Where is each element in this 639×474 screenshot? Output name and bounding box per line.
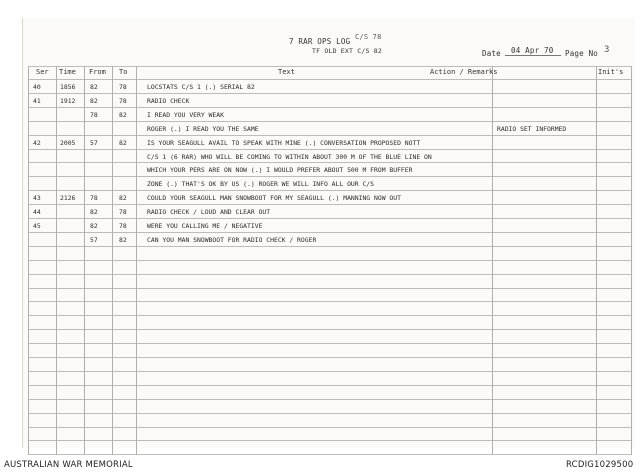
footer-source: AUSTRALIAN WAR MEMORIAL bbox=[4, 460, 133, 470]
grid-row-line bbox=[28, 121, 632, 122]
cell-ser: 45 bbox=[33, 222, 41, 230]
cell-to: 82 bbox=[119, 235, 127, 244]
cell-from: 78 bbox=[90, 110, 98, 119]
cell-text: COULD YOUR SEAGULL MAN SNOWBOOT FOR MY SEAGULL (.) MANNING NOW OUT bbox=[147, 194, 401, 203]
grid-col-line bbox=[136, 66, 137, 454]
col-header-time: Time bbox=[59, 68, 76, 76]
grid-col-line bbox=[492, 66, 493, 454]
col-header-text: Text bbox=[278, 68, 295, 76]
cell-text: IS YOUR SEAGULL AVAIL TO SPEAK WITH MINE (.) CONVERSATION PROPOSED NOTT bbox=[147, 138, 421, 147]
cell-to: 82 bbox=[119, 138, 127, 147]
cell-to: 78 bbox=[119, 208, 127, 217]
grid-row-line bbox=[28, 315, 632, 316]
cell-time: 1912 bbox=[60, 96, 76, 105]
grid-row-line bbox=[28, 93, 632, 94]
grid-row-line bbox=[28, 149, 632, 150]
cell-time: 2126 bbox=[60, 194, 76, 203]
cell-text: RADIO CHECK bbox=[147, 96, 190, 105]
page-value: 3 bbox=[604, 45, 610, 55]
cell-text: WERE YOU CALLING ME / NEGATIVE bbox=[147, 222, 263, 230]
sub-title: TF OLD EXT C/S 82 bbox=[312, 47, 382, 55]
grid-row-line bbox=[28, 246, 632, 247]
grid-col-line bbox=[112, 66, 113, 454]
grid-row-line bbox=[28, 385, 632, 386]
cell-from: 57 bbox=[90, 138, 98, 147]
grid-col-line bbox=[28, 66, 29, 454]
col-header-ser: Ser bbox=[36, 68, 49, 76]
cell-from: 82 bbox=[90, 96, 98, 105]
grid-row-line bbox=[28, 79, 632, 80]
cell-text: I READ YOU VERY WEAK bbox=[147, 110, 224, 119]
cell-text: WHICH YOUR PERS ARE ON NOW (.) I WOULD PREFER ABOUT 500 M FROM BUFFER bbox=[147, 166, 413, 175]
col-header-from: From bbox=[89, 68, 106, 76]
cell-time: 1856 bbox=[60, 83, 76, 91]
grid-row-line bbox=[28, 204, 632, 205]
log-title: 7 RAR OPS LOG bbox=[289, 37, 351, 46]
grid-row-line bbox=[28, 135, 632, 136]
grid-row-line bbox=[28, 274, 632, 275]
grid-row-line bbox=[28, 329, 632, 330]
grid-row-line bbox=[28, 218, 632, 219]
grid-row-line bbox=[28, 343, 632, 344]
grid-row-line bbox=[28, 399, 632, 400]
log-sheet bbox=[22, 18, 635, 448]
grid-row-line bbox=[28, 371, 632, 372]
grid-col-line bbox=[631, 66, 632, 454]
grid-row-line bbox=[28, 190, 632, 191]
grid-row-line bbox=[28, 232, 632, 233]
grid-row-line bbox=[28, 440, 632, 441]
grid-row-line bbox=[28, 357, 632, 358]
grid-row-line bbox=[28, 413, 632, 414]
grid-row-line bbox=[28, 454, 632, 455]
cell-to: 82 bbox=[119, 194, 127, 203]
cell-ser: 42 bbox=[33, 138, 41, 147]
grid-row-line bbox=[28, 301, 632, 302]
date-value: 04 Apr 70 bbox=[505, 46, 561, 56]
cell-ser: 44 bbox=[33, 208, 41, 217]
grid-col-line bbox=[596, 66, 597, 454]
cell-ser: 40 bbox=[33, 83, 41, 91]
cell-to: 78 bbox=[119, 96, 127, 105]
cell-from: 78 bbox=[90, 194, 98, 203]
cell-to: 78 bbox=[119, 222, 127, 230]
grid-row-line bbox=[28, 162, 632, 163]
grid-col-line bbox=[84, 66, 85, 454]
cell-time: 2005 bbox=[60, 138, 76, 147]
grid-col-line bbox=[56, 66, 57, 454]
grid-row-line bbox=[28, 288, 632, 289]
col-header-remarks: Action / Remarks bbox=[430, 68, 498, 76]
cell-text: RADIO CHECK / LOUD AND CLEAR OUT bbox=[147, 208, 271, 217]
date-label: Date bbox=[482, 49, 501, 58]
grid-row-line bbox=[28, 107, 632, 108]
col-header-to: To bbox=[119, 68, 128, 76]
footer-id: RCDIG1029500 bbox=[566, 460, 634, 470]
cell-text: C/S 1 (6 RAR) WHO WILL BE COMING TO WITHIN ABOUT 300 M OF THE BLUE LINE ON bbox=[147, 152, 432, 161]
handwritten-callsign: C/S 78 bbox=[355, 33, 382, 41]
grid-row-line bbox=[28, 66, 632, 67]
grid-row-line bbox=[28, 260, 632, 261]
grid-row-line bbox=[28, 176, 632, 177]
cell-from: 57 bbox=[90, 235, 98, 244]
cell-text: ROGER (.) I READ YOU THE SAME bbox=[147, 124, 259, 133]
cell-remark: RADIO SET INFORMED bbox=[497, 124, 567, 133]
cell-text: CAN YOU MAN SNOWBOOT FOR RADIO CHECK / ROGER bbox=[147, 235, 317, 244]
cell-to: 78 bbox=[119, 83, 127, 91]
cell-ser: 41 bbox=[33, 96, 41, 105]
cell-from: 82 bbox=[90, 83, 98, 91]
page-label: Page No bbox=[565, 49, 599, 58]
col-header-inits: Init's bbox=[598, 68, 624, 76]
cell-ser: 43 bbox=[33, 194, 41, 203]
cell-to: 82 bbox=[119, 110, 127, 119]
cell-from: 82 bbox=[90, 222, 98, 230]
cell-text: ZONE (.) THAT'S OK BY US (.) ROGER WE WILL INFO ALL OUR C/S bbox=[147, 180, 375, 189]
cell-from: 82 bbox=[90, 208, 98, 217]
cell-text: LOCSTATS C/S 1 (.) SERIAL 82 bbox=[147, 83, 255, 91]
grid-row-line bbox=[28, 427, 632, 428]
